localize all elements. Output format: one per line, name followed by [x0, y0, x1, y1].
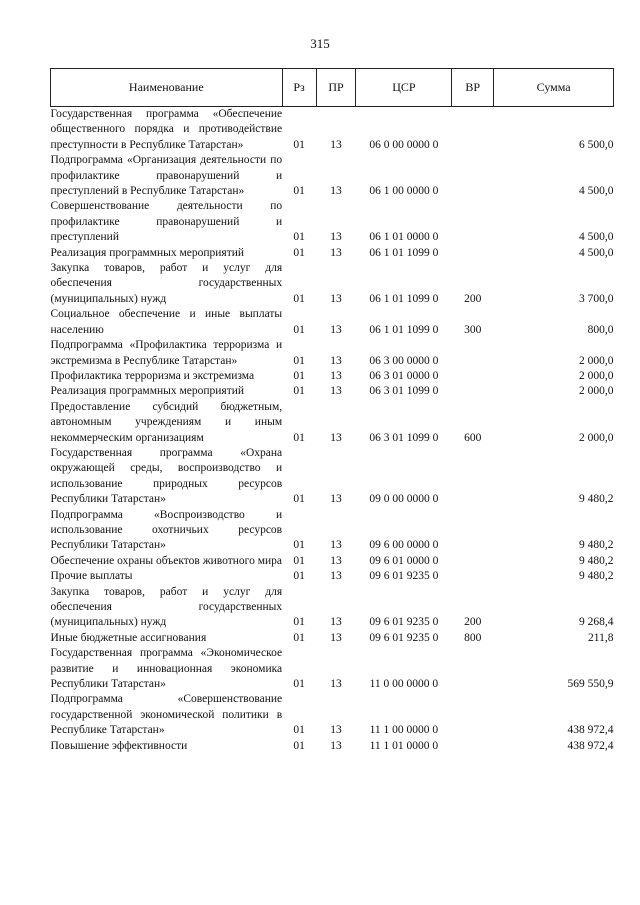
row-vr [452, 569, 494, 584]
row-vr [452, 554, 494, 569]
row-pr: 13 [330, 385, 342, 398]
row-csr: 06 3 01 0000 0 [369, 369, 439, 382]
row-vr [452, 369, 494, 384]
row-name: Подпрограмма «Организация деятельности по профилактике правонарушений и преступлений в Республике Татарстан» [50, 154, 283, 198]
table-row [51, 569, 614, 584]
row-vr [452, 446, 494, 508]
row-csr: 09 6 00 0000 0 [369, 539, 439, 552]
row-vr [452, 692, 494, 738]
table-row [51, 692, 614, 738]
row-name: Государственная программа «Обеспечение общественного порядка и противодействие преступности в Республике Татарстан» [50, 108, 283, 151]
row-sum: 4 500,0 [579, 246, 614, 259]
row-name: Социальное обеспечение и иные выплаты населению [50, 308, 283, 336]
row-csr: 09 6 01 0000 0 [369, 554, 439, 567]
table-header-row [51, 69, 614, 107]
table-row [51, 199, 614, 245]
row-csr: 06 0 00 0000 0 [369, 138, 439, 151]
table-row [51, 338, 614, 369]
row-name: Подпрограмма «Профилактика терроризма и экстремизма в Республике Татарстан» [50, 339, 283, 367]
row-rz: 01 [293, 231, 305, 244]
row-name: Государственная программа «Охрана окружающей среды, воспроизводство и использование природных ресурсов Республики Татарстан» [50, 446, 283, 506]
row-pr: 13 [330, 739, 342, 752]
row-csr: 09 6 01 9235 0 [369, 631, 439, 644]
row-vr: 600 [464, 431, 482, 444]
row-vr [452, 338, 494, 369]
row-pr: 13 [330, 323, 342, 336]
table-row [51, 446, 614, 508]
row-name: Предоставление субсидий бюджетным, автономным учреждениям и иным некоммерческим организациям [50, 400, 283, 444]
row-sum: 2 000,0 [579, 431, 614, 444]
header-vr: ВР [452, 69, 494, 107]
row-csr: 06 1 01 1099 0 [369, 323, 439, 336]
table-row [51, 384, 614, 399]
table-row [51, 585, 614, 631]
row-pr: 13 [330, 631, 342, 644]
table-row [51, 554, 614, 569]
row-rz: 01 [293, 431, 305, 444]
row-csr: 06 1 01 0000 0 [369, 231, 439, 244]
row-rz: 01 [293, 323, 305, 336]
page-number: 315 [310, 36, 330, 51]
row-csr: 09 6 01 9235 0 [369, 570, 439, 583]
row-pr: 13 [330, 539, 342, 552]
table-row [51, 631, 614, 646]
row-rz: 01 [293, 385, 305, 398]
row-sum: 4 500,0 [579, 185, 614, 198]
row-rz: 01 [293, 185, 305, 198]
row-csr: 06 1 01 1099 0 [369, 292, 439, 305]
row-vr [452, 246, 494, 261]
row-sum: 3 700,0 [579, 292, 614, 305]
row-vr [452, 384, 494, 399]
row-name: Реализация программных мероприятий [50, 246, 245, 259]
row-vr [452, 508, 494, 554]
row-rz: 01 [293, 292, 305, 305]
row-pr: 13 [330, 616, 342, 629]
row-rz: 01 [293, 354, 305, 367]
table-row [51, 400, 614, 446]
row-vr [452, 646, 494, 692]
row-rz: 01 [293, 369, 305, 382]
row-name: Прочие выплаты [50, 570, 133, 583]
row-rz: 01 [293, 678, 305, 691]
row-pr: 13 [330, 292, 342, 305]
row-vr [452, 153, 494, 199]
row-rz: 01 [293, 739, 305, 752]
row-rz: 01 [293, 138, 305, 151]
row-vr: 200 [464, 292, 482, 305]
budget-table [50, 68, 614, 754]
table-row [51, 739, 614, 754]
row-sum: 6 500,0 [579, 138, 614, 151]
row-pr: 13 [330, 570, 342, 583]
table-row [51, 261, 614, 307]
table-row [51, 107, 614, 154]
row-sum: 211,8 [588, 631, 614, 644]
row-sum: 2 000,0 [579, 369, 614, 382]
row-sum: 9 480,2 [579, 554, 614, 567]
row-pr: 13 [330, 246, 342, 259]
row-sum: 2 000,0 [579, 385, 614, 398]
table-row [51, 369, 614, 384]
row-vr: 300 [464, 323, 482, 336]
row-sum: 2 000,0 [579, 354, 614, 367]
row-name: Государственная программа «Экономическое развитие и инновационная экономика Республики Татарстан» [50, 647, 283, 691]
row-sum: 438 972,4 [567, 739, 614, 752]
row-name: Подпрограмма «Воспроизводство и использование охотничьих ресурсов Республики Татарстан» [50, 508, 283, 552]
row-pr: 13 [330, 724, 342, 737]
row-name: Подпрограмма «Совершенствование государственной экономической политики в Республике Татарстан» [50, 693, 283, 737]
row-csr: 06 3 01 1099 0 [369, 385, 439, 398]
row-csr: 06 1 00 0000 0 [369, 185, 439, 198]
row-sum: 9 480,2 [579, 493, 614, 506]
row-sum: 4 500,0 [579, 231, 614, 244]
row-vr [452, 199, 494, 245]
row-sum: 9 480,2 [579, 539, 614, 552]
row-name: Закупка товаров, работ и услуг для обеспечения государственных (муниципальных) нужд [50, 585, 283, 629]
row-name: Закупка товаров, работ и услуг для обеспечения государственных (муниципальных) нужд [50, 262, 283, 305]
row-pr: 13 [330, 231, 342, 244]
row-pr: 13 [330, 369, 342, 382]
row-rz: 01 [293, 724, 305, 737]
header-pr: ПР [316, 69, 356, 107]
row-csr: 11 1 01 0000 0 [369, 739, 439, 752]
row-rz: 01 [293, 570, 305, 583]
header-name: Наименование [51, 69, 283, 107]
row-rz: 01 [293, 539, 305, 552]
row-csr: 06 3 01 1099 0 [369, 431, 439, 444]
table-row [51, 508, 614, 554]
row-sum: 438 972,4 [567, 724, 614, 737]
table-row [51, 307, 614, 338]
table-row [51, 246, 614, 261]
row-pr: 13 [330, 138, 342, 151]
row-rz: 01 [293, 493, 305, 506]
row-sum: 569 550,9 [567, 678, 614, 691]
row-sum: 9 268,4 [579, 616, 614, 629]
header-rz: Рз [282, 69, 316, 107]
row-csr: 06 3 00 0000 0 [369, 354, 439, 367]
row-pr: 13 [330, 431, 342, 444]
row-name: Реализация программных мероприятий [50, 385, 245, 398]
row-name: Профилактика терроризма и экстремизма [50, 369, 255, 382]
row-rz: 01 [293, 554, 305, 567]
row-rz: 01 [293, 631, 305, 644]
table-row [51, 646, 614, 692]
row-sum: 9 480,2 [579, 570, 614, 583]
row-csr: 11 1 00 0000 0 [369, 724, 439, 737]
row-name: Повышение эффективности [50, 739, 188, 752]
row-vr [452, 739, 494, 754]
row-pr: 13 [330, 493, 342, 506]
row-rz: 01 [293, 246, 305, 259]
table-row [51, 153, 614, 199]
row-pr: 13 [330, 185, 342, 198]
row-sum: 800,0 [587, 323, 614, 336]
row-rz: 01 [293, 616, 305, 629]
row-csr: 11 0 00 0000 0 [369, 678, 439, 691]
row-pr: 13 [330, 554, 342, 567]
row-name: Совершенствование деятельности по профилактике правонарушений и преступлений [50, 200, 283, 244]
row-vr [452, 107, 494, 154]
row-name: Иные бюджетные ассигнования [50, 631, 207, 644]
row-csr: 06 1 01 1099 0 [369, 246, 439, 259]
row-csr: 09 6 01 9235 0 [369, 616, 439, 629]
row-pr: 13 [330, 678, 342, 691]
header-csr: ЦСР [356, 69, 452, 107]
row-pr: 13 [330, 354, 342, 367]
row-vr: 200 [464, 616, 482, 629]
row-vr: 800 [464, 631, 482, 644]
row-csr: 09 0 00 0000 0 [369, 493, 439, 506]
header-sum: Сумма [494, 69, 614, 107]
row-name: Обеспечение охраны объектов животного мира [50, 554, 283, 567]
